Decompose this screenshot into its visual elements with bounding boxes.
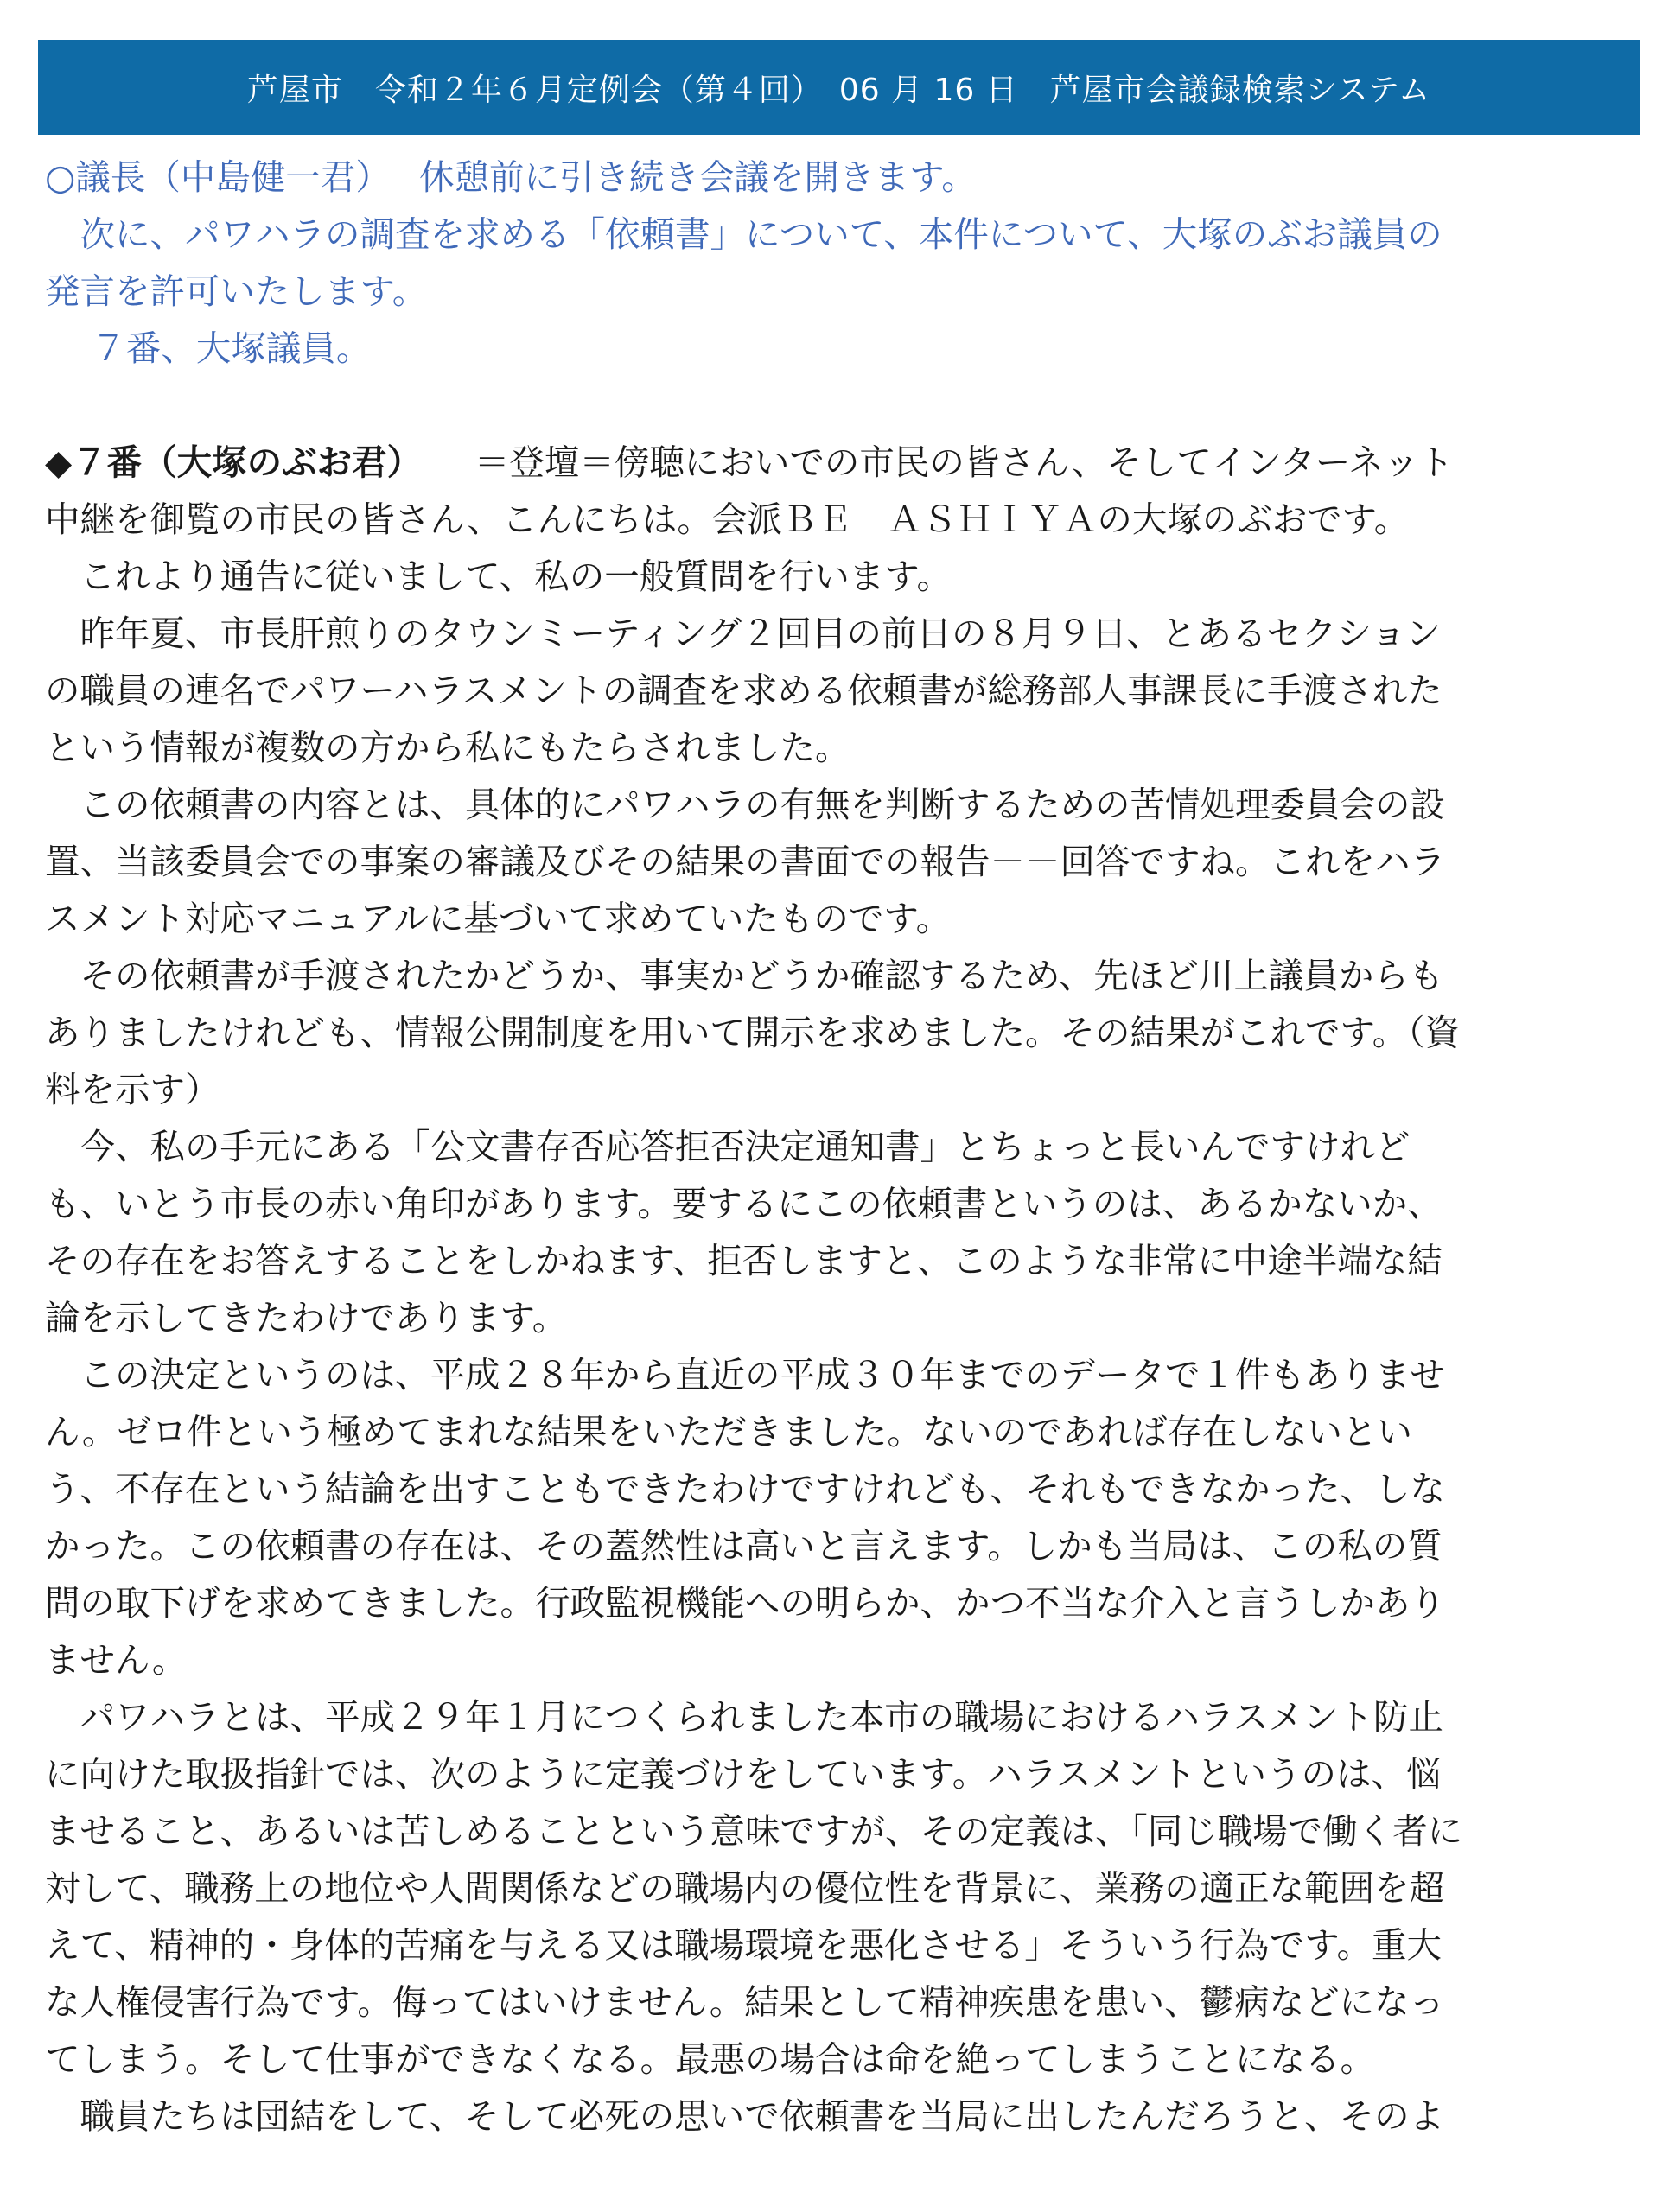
speaker-name: ◆７番（大塚のぶお君） [45, 442, 404, 483]
speech-line: の職員の連名でパワーハラスメントの調査を求める依頼書が総務部人事課長に手渡された [45, 670, 1443, 711]
speech-line: ん。ゼロ件という極めてまれな結果をいただきました。ないのであれば存在しないとい [45, 1411, 1412, 1452]
speech-line: てしまう。そして仕事ができなくなる。最悪の場合は命を絶ってしまうことになる。 [45, 2038, 1375, 2080]
header-bar [38, 40, 1640, 135]
chair-line: ○議長（中島健一君） 休憩前に引き続き会議を開きます。 [45, 156, 977, 198]
speech-line: 今、私の手元にある「公文書存否応答拒否決定通知書」とちょっと長いんですけれど [45, 1126, 1411, 1167]
speaker-remarks [45, 434, 1635, 2145]
speech-line: な人権侵害行為です。侮ってはいけません。結果として精神疾患を患い、鬱病などになっ [45, 1981, 1445, 2023]
speech-line: スメント対応マニュアルに基づいて求めていたものです。 [45, 898, 952, 939]
section-gap [45, 377, 1635, 434]
speech-line: ありましたけれども、情報公開制度を用いて開示を求めました。その結果がこれです。（資 [45, 1012, 1461, 1053]
speech-line: えて、精神的・身体的苦痛を与える又は職場環境を悪化させる」そういう行為です。重大 [45, 1924, 1442, 1966]
chair-remarks [45, 149, 1635, 377]
speech-line: に向けた取扱指針では、次のように定義づけをしています。ハラスメントというのは、悩 [45, 1753, 1442, 1795]
speech-line: という情報が複数の方から私にもたらされました。 [45, 727, 850, 768]
chair-line: ７番、大塚議員。 [45, 327, 372, 369]
speech-line: パワハラとは、平成２９年１月につくられました本市の職場におけるハラスメント防止 [45, 1696, 1443, 1738]
speech-line: 論を示してきたわけであります。 [45, 1297, 568, 1338]
speech-line: 中継を御覧の市民の皆さん、こんにちは。会派ＢＥ ＡＳＨＩＹＡの大塚のぶおです。 [45, 499, 1410, 540]
speech-line: 対して、職務上の地位や人間関係などの職場内の優位性を背景に、業務の適正な範囲を超 [45, 1867, 1445, 1909]
chair-line: 次に、パワハラの調査を求める「依頼書」について、本件について、大塚のぶお議員の [45, 213, 1443, 255]
speech-line: 職員たちは団結をして、そして必死の思いで依頼書を当局に出したんだろうと、そのよ [45, 2095, 1445, 2137]
speech-line: 置、当該委員会での事案の審議及びその結果の書面での報告－－回答ですね。これをハラ [45, 841, 1445, 882]
speech-line: この依頼書の内容とは、具体的にパワハラの有無を判断するための苦情処理委員会の設 [45, 784, 1445, 825]
speech-line: 問の取下げを求めてきました。行政監視機能への明らか、かつ不当な介入と言うしかあり [45, 1582, 1445, 1624]
speech-line: ませること、あるいは苦しめることという意味ですが、その定義は、「同じ職場で働く者に [45, 1810, 1463, 1852]
speech-line: かった。この依頼書の存在は、その蓋然性は高いと言えます。しかも当局は、この私の質 [45, 1525, 1443, 1567]
speech-line: その依頼書が手渡されたかどうか、事実かどうか確認するため、先ほど川上議員からも [45, 955, 1444, 996]
speaker-first-line [45, 434, 1635, 491]
speech-line: 料を示す） [45, 1069, 220, 1110]
speech-line: ません。 [45, 1639, 188, 1681]
speech-line: これより通告に従いまして、私の一般質問を行います。 [45, 556, 952, 597]
chair-line: 発言を許可いたします。 [45, 270, 428, 312]
speech-line: 昨年夏、市長肝煎りのタウンミーティング２回目の前日の８月９日、とあるセクション [45, 613, 1442, 654]
page-title: 芦屋市 令和２年６月定例会（第４回） 06 月 16 日 芦屋市会議録検索システム [246, 72, 1431, 108]
speech-line: ＝登壇＝傍聴においでの市民の皆さん、そしてインターネット [404, 442, 1454, 483]
speech-line: その存在をお答えすることをしかねます、拒否しますと、このような非常に中途半端な結 [45, 1240, 1443, 1281]
speech-line: も、いとう市長の赤い角印があります。要するにこの依頼書というのは、あるかないか、 [45, 1183, 1443, 1224]
speech-line: この決定というのは、平成２８年から直近の平成３０年までのデータで１件もありませ [45, 1354, 1445, 1395]
minutes-content [45, 149, 1635, 2145]
speech-line: う、不存在という結論を出すこともできたわけですけれども、それもできなかった、しな [45, 1468, 1445, 1510]
